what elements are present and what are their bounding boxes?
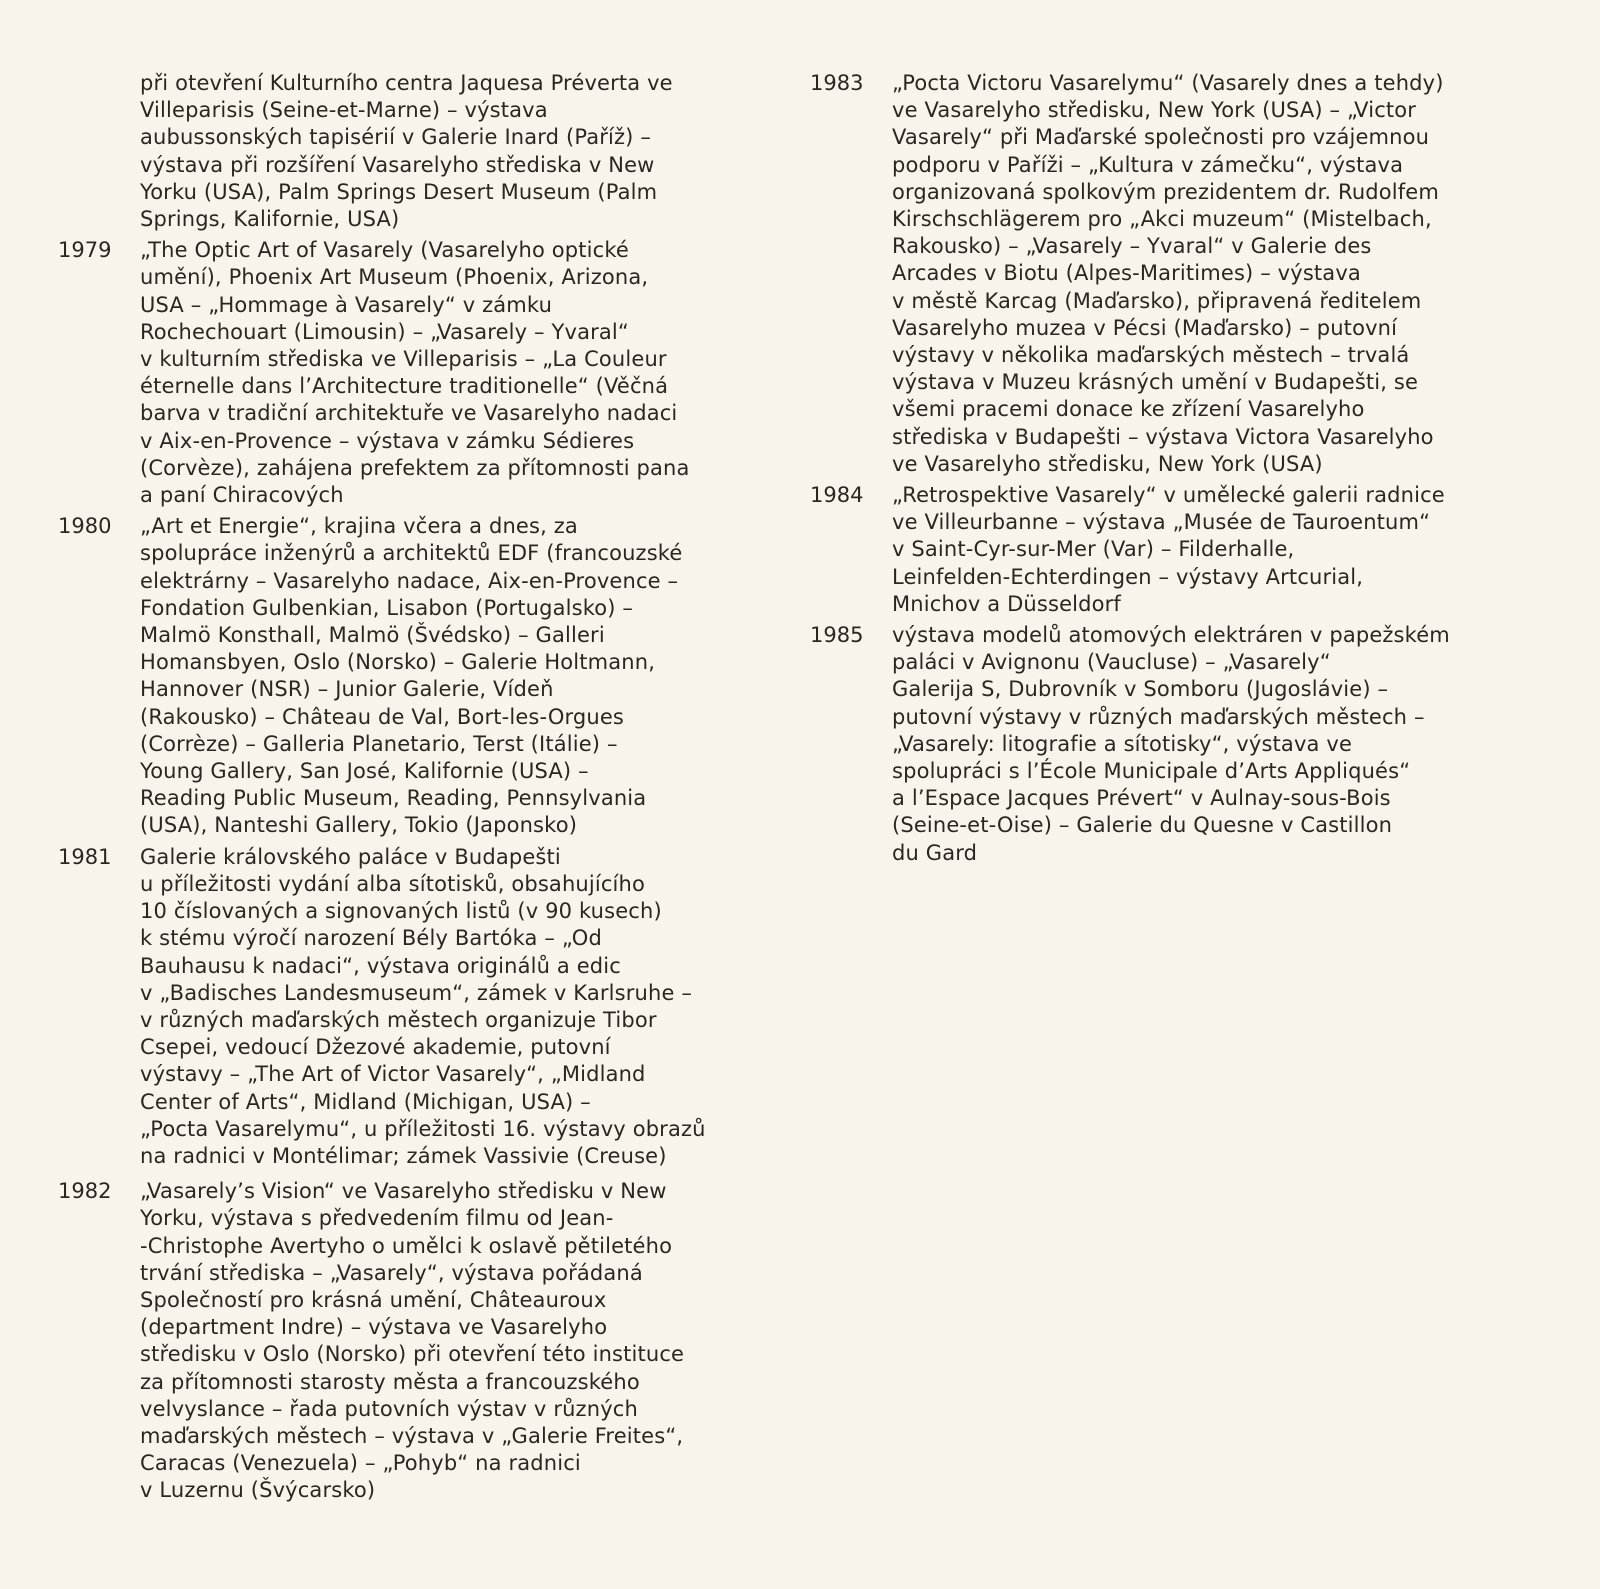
entry-text: Galerie královského paláce v Budapešti u příležitosti vydání alba sítotisků, obsahujícího 10 číslovaných a signovaných listů (v 90 kusech) k stému výročí narození Bély Bartóka – „Od Bauhausu k nadaci“, výstava originálů a edic v „Badisches Landesmuseum“, zámek v Karlsruhe – v různých maďarských městech organizuje Tibor Csepei, vedoucí Džezové akademie, putovní výstavy – „The Art of Victor Vasarely“, „Midland Center of Arts“, Midland (Michigan, USA) – „Pocta Vasarelymu“, u příležitosti 16. výstavy obrazů na radnici v Montélimar; zámek Vassivie (Creuse) xyxy=(140,844,706,1168)
entry-text: „Retrospektive Vasarely“ v umělecké galerii radnice ve Villeurbanne – výstava „Musée de Tauroentum“ v Saint-Cyr-sur-Mer (Var) – Filderhalle, Leinfelden-Echterdingen – výstavy Artcurial, Mnichov a Düsseldorf xyxy=(892,483,1445,616)
chronology-entry-1979 xyxy=(58,237,778,509)
entry-text: „Pocta Victoru Vasarelymu“ (Vasarely dnes a tehdy) ve Vasarelyho středisku, New York (USA) – „Victor Vasarely“ při Maďarské společnosti pro vzájemnou podporu v Paříži – „Kultura v zámečku“, výstava organizovaná spolkovým prezidentem dr. Rudolfem Kirschschlägerem pro „Akci muzeum“ (Mistelbach, Rakousko) – „Vasarely – Yvaral“ v Galerie des Arcades v Biotu (Alpes-Maritimes) – výstava v městě Karcag (Maďarsko), připravená ředitelem Vasarelyho muzea v Pécsi (Maďarsko) – putovní výstavy v několika maďarských městech – trvalá výstava v Muzeu krásných umění v Budapešti, se všemi pracemi donace ke zřízení Vasarelyho střediska v Budapešti – výstava Victora Vasarelyho ve Vasarelyho středisku, New York (USA) xyxy=(892,71,1444,476)
chronology-entry-1985 xyxy=(810,622,1530,867)
entry-text: „The Optic Art of Vasarely (Vasarelyho optické umění), Phoenix Art Museum (Phoenix, Arizona, USA – „Hommage à Vasarely“ v zámku Rochechouart (Limousin) – „Vasarely – Yvaral“ v kulturním střediska ve Villeparisis – „La Couleur éternelle dans l’Architecture traditionelle“ (Věčná barva v tradiční architektuře ve Vasarelyho nadaci v Aix-en-Provence – výstava v zámku Sédieres (Corvèze), zahájena prefektem za přítomnosti pana a paní Chiracových xyxy=(140,238,690,508)
entry-year: 1981 xyxy=(58,844,112,869)
entry-year: 1979 xyxy=(58,238,112,263)
chronology-entry-1981 xyxy=(58,844,778,1170)
entry-year: 1983 xyxy=(810,71,864,95)
chronology-entry-1983 xyxy=(810,70,1530,478)
chronology-entry-1984 xyxy=(810,482,1530,618)
entry-text: při otevření Kulturního centra Jaquesa Préverta ve Villeparisis (Seine-et-Marne) – výstava aubussonských tapisérií v Galerie Inard (Paříž) – výstava při rozšíření Vasarelyho střediska v New Yorku (USA), Palm Springs Desert Museum (Palm Springs, Kalifornie, USA) xyxy=(140,71,673,232)
entry-year: 1982 xyxy=(58,1179,112,1204)
entry-year: 1985 xyxy=(810,623,864,648)
chronology-entry-continuation xyxy=(58,70,778,233)
entry-text: výstava modelů atomových elektráren v papežském paláci v Avignonu (Vaucluse) – „Vasarely“ Galerija S, Dubrovník v Somboru (Jugoslávie) – putovní výstavy v různých maďarských městech – „Vasarely: litografie a sítotisky“, výstava ve spolupráci s l’École Municipale d’Arts Appliqués“ a l’Espace Jacques Prévert“ v Aulnay-sous-Bois (Seine-et-Oise) – Galerie du Quesne v Castillon du Gard xyxy=(892,623,1450,865)
entry-year: 1984 xyxy=(810,483,864,508)
right-column xyxy=(810,70,1530,871)
chronology-entry-1982 xyxy=(58,1178,778,1504)
left-column xyxy=(58,70,778,1509)
entry-text: „Vasarely’s Vision“ ve Vasarelyho středisku v New Yorku, výstava s předvedením filmu od Jean- -Christophe Avertyho o umělci k oslavě pětiletého trvání střediska – „Vasarely“, výstava pořádaná Společností pro krásná umění, Châteauroux (department Indre) – výstava ve Vasarelyho středisku v Oslo (Norsko) při otevření této instituce za přítomnosti starosty města a francouzského velvyslance – řada putovních výstav v různých maďarských městech – výstava v „Galerie Freites“, Caracas (Venezuela) – „Pohyb“ na radnici v Luzernu (Švýcarsko) xyxy=(140,1179,685,1503)
entry-year: 1980 xyxy=(58,514,112,539)
chronology-entry-1980 xyxy=(58,513,778,839)
entry-text: „Art et Energie“, krajina včera a dnes, za spolupráce inženýrů a architektů EDF (francouzské elektrárny – Vasarelyho nadace, Aix-en-Provence – Fondation Gulbenkian, Lisabon (Portugalsko) – Malmö Konsthall, Malmö (Švédsko) – Galleri Homansbyen, Oslo (Norsko) – Galerie Holtmann, Hannover (NSR) – Junior Galerie, Vídeň (Rakousko) – Château de Val, Bort-les-Orgues (Corrèze) – Galleria Planetario, Terst (Itálie) – Young Gallery, San José, Kalifornie (USA) – Reading Public Museum, Reading, Pennsylvania (USA), Nanteshi Gallery, Tokio (Japonsko) xyxy=(140,514,683,838)
